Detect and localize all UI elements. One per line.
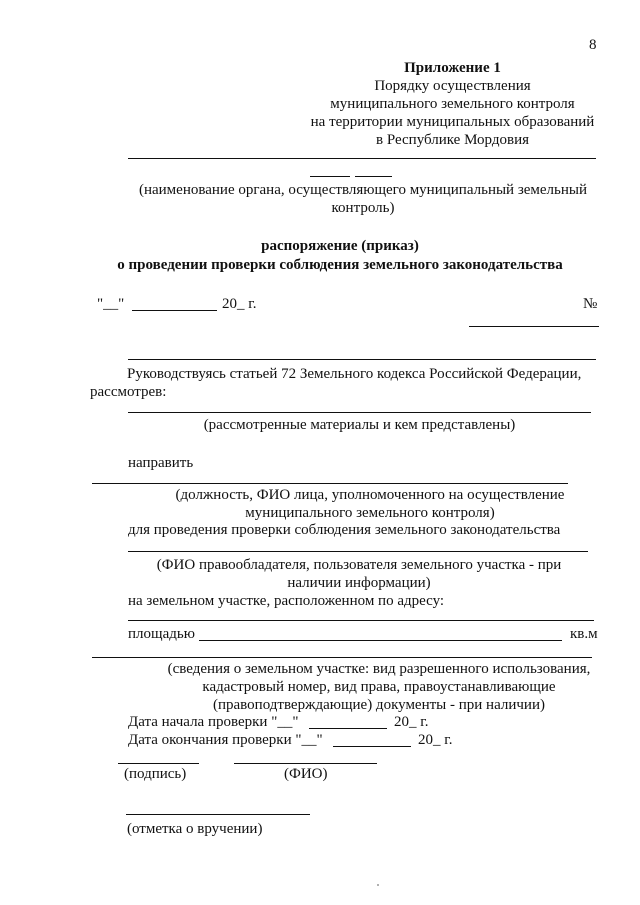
official-blank-line: [92, 483, 568, 484]
end-date-year: 20_ г.: [418, 732, 453, 748]
authority-blank-line-short: [310, 176, 350, 177]
address-blank-line: [128, 620, 594, 621]
end-date-label: Дата окончания проверки "__": [128, 732, 323, 748]
delivery-blank-line: [126, 814, 310, 815]
start-date-blank: [309, 728, 387, 729]
page-number: 8: [589, 37, 597, 53]
appendix-line: Порядку осуществления: [374, 78, 531, 94]
land-caption: кадастровый номер, вид права, правоустанавливающие: [202, 679, 556, 695]
authority-caption: контроль): [331, 200, 395, 216]
considered-label: рассмотрев:: [90, 384, 167, 400]
land-caption: (правоподтверждающие) документы - при наличии): [213, 697, 545, 713]
area-label: площадью: [128, 626, 195, 642]
materials-caption: (рассмотренные материалы и кем представлены): [203, 417, 516, 433]
start-date-year: 20_ г.: [394, 714, 429, 730]
number-sign: №: [583, 296, 598, 312]
end-date-blank: [333, 746, 411, 747]
official-caption: (должность, ФИО лица, уполномоченного на осуществление: [175, 487, 565, 503]
appendix-line: муниципального земельного контроля: [330, 96, 575, 112]
blank-line: [128, 359, 596, 360]
authority-blank-line-short: [355, 176, 392, 177]
owner-caption: (ФИО правообладателя, пользователя земельного участка - при: [156, 557, 562, 573]
location-text: на земельном участке, расположенном по адресу:: [128, 593, 445, 609]
appendix-line: на территории муниципальных образований: [310, 114, 595, 130]
date-year: 20_ г.: [222, 296, 257, 312]
materials-blank-line: [128, 412, 591, 413]
date-day: "__": [97, 296, 125, 312]
scan-dot: [377, 884, 379, 886]
official-caption: муниципального земельного контроля): [245, 505, 495, 521]
land-caption: (сведения о земельном участке: вид разрешенного использования,: [167, 661, 591, 677]
name-blank-line: [234, 763, 377, 764]
start-date-label: Дата начала проверки "__": [128, 714, 299, 730]
owner-caption: наличии информации): [287, 575, 431, 591]
area-blank-line: [199, 640, 562, 641]
delivery-caption: (отметка о вручении): [127, 821, 263, 837]
order-subtitle: о проведении проверки соблюдения земельного законодательства: [117, 257, 563, 273]
appendix-line: в Республике Мордовия: [376, 132, 529, 148]
authority-caption: (наименование органа, осуществляющего муниципальный земельный: [138, 182, 588, 198]
signature-caption: (подпись): [124, 766, 187, 782]
purpose-text: для проведения проверки соблюдения земельного законодательства: [128, 522, 561, 538]
owner-blank-line: [128, 551, 588, 552]
direct-label: направить: [128, 455, 194, 471]
number-blank-line: [469, 326, 599, 327]
order-title: распоряжение (приказ): [261, 238, 419, 254]
signature-blank-line: [118, 763, 199, 764]
authority-blank-line: [128, 158, 596, 159]
appendix-title: Приложение 1: [404, 60, 501, 76]
land-blank-line: [92, 657, 592, 658]
date-month-blank: [132, 310, 217, 311]
legal-basis: Руководствуясь статьей 72 Земельного кодекса Российской Федерации,: [127, 366, 582, 382]
name-caption: (ФИО): [284, 766, 328, 782]
area-unit: кв.м: [570, 626, 598, 642]
